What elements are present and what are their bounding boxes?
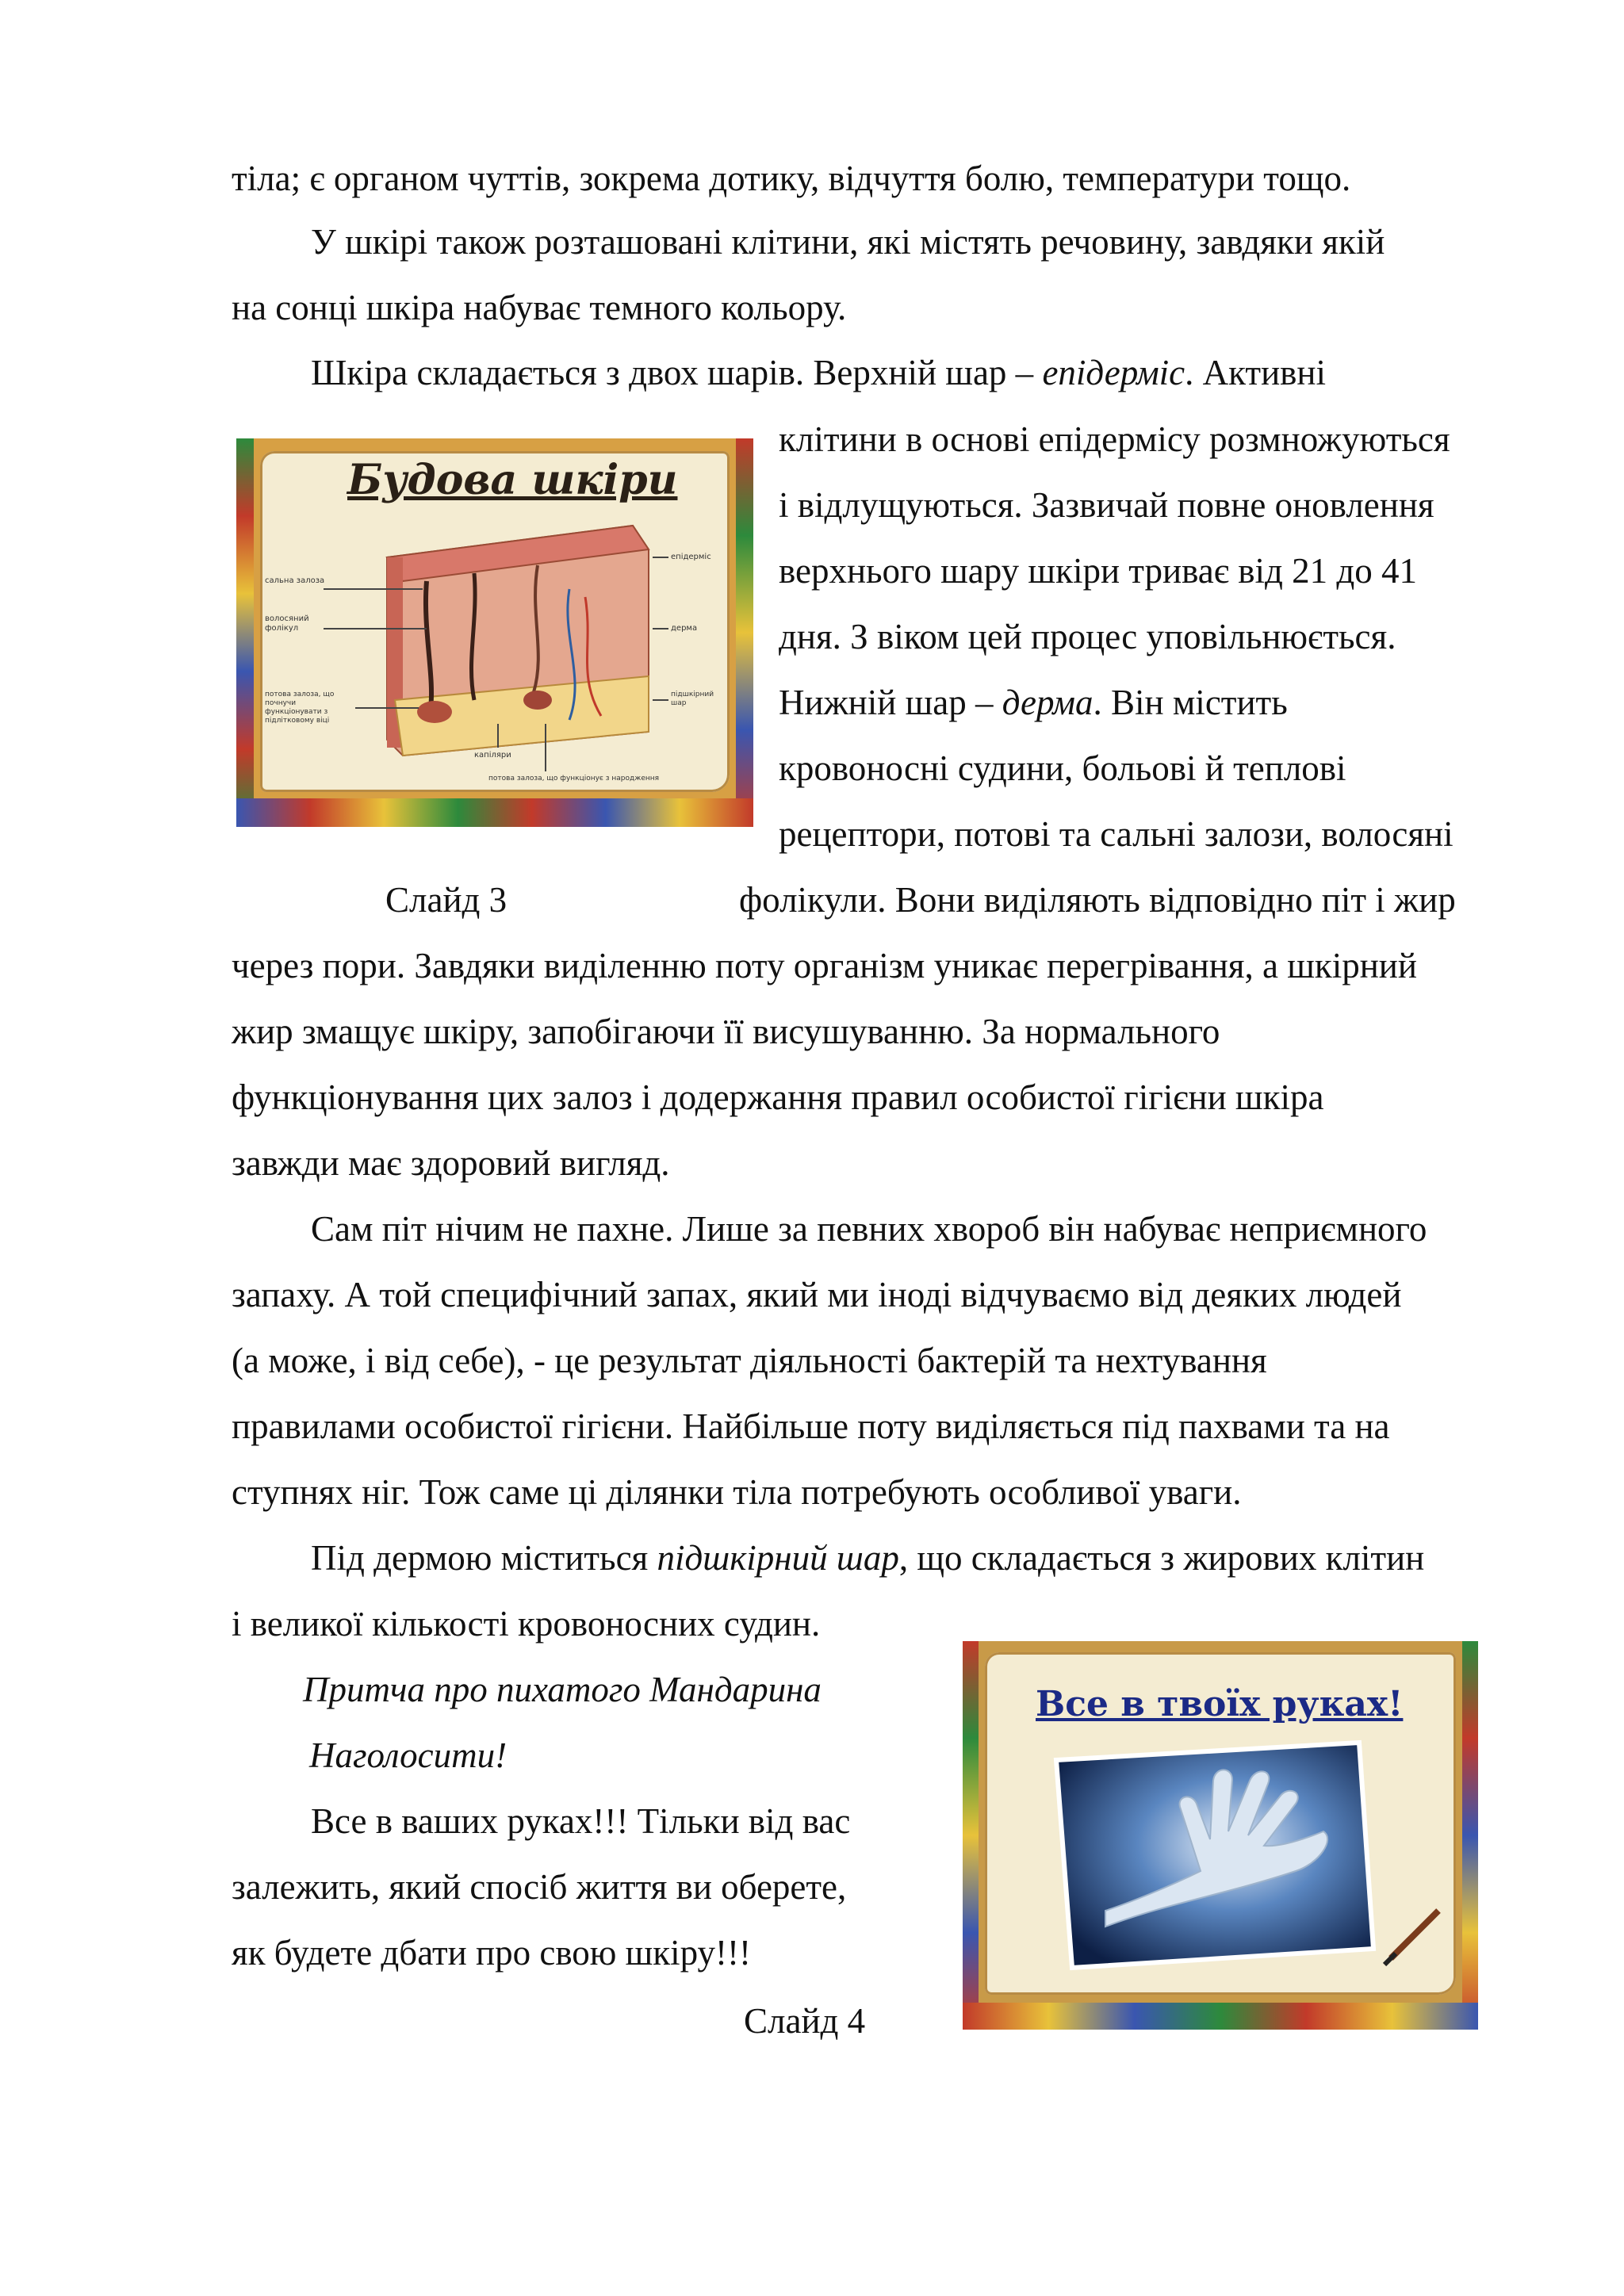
text-line: рецептори, потові та сальні залози, волосяні	[779, 814, 1454, 854]
term-subcutaneous: підшкірний шар	[657, 1538, 899, 1578]
text-line: дня. З віком цей процес уповільнюється.	[779, 617, 1396, 656]
diagram-label: підшкірний шар	[671, 691, 714, 707]
text-span: Нижній шар –	[779, 683, 994, 722]
emphasis-note: Наголосити!	[309, 1735, 508, 1775]
text-line: жир змащує шкіру, запобігаючи її висушуванню. За нормального	[232, 1012, 1220, 1051]
text-span: Під дермою міститься	[311, 1538, 649, 1578]
text-line: Все в ваших руках!!! Тільки від вас	[311, 1801, 851, 1841]
text-line: і відлущуються. Зазвичай повне оновлення	[779, 485, 1434, 525]
text-line: запаху. А той специфічний запах, який ми іноді відчуваємо від деяких людей	[232, 1275, 1402, 1314]
text-line: ступнях ніг. Тож саме ці ділянки тіла потребують особливої уваги.	[232, 1472, 1242, 1512]
text-line: на сонці шкіра набуває темного кольору.	[232, 288, 847, 327]
slide-3-title: Будова шкіри	[347, 456, 678, 504]
text-line: як будете дбати про свою шкіру!!!	[232, 1933, 752, 1973]
text-line: верхнього шару шкіри триває від 21 до 41	[779, 551, 1418, 591]
text-span: . Він містить	[1093, 683, 1288, 722]
text-line: фолікули. Вони виділяють відповідно піт і жир	[739, 880, 1456, 920]
text-span: . Активні	[1185, 353, 1327, 392]
text-line: залежить, який спосіб життя ви оберете,	[232, 1867, 847, 1907]
slide-4-image	[963, 1641, 1478, 2030]
diagram-label: сальна залоза	[265, 576, 325, 585]
parable-title: Притча про пихатого Мандарина	[303, 1670, 822, 1709]
text-line: функціонування цих залоз і додержання правил особистої гігієни шкіра	[232, 1077, 1324, 1117]
slide-4-title: Все в твоїх руках!	[1036, 1684, 1404, 1724]
text-line	[311, 1534, 1507, 1582]
term-epidermis: епідерміс	[1042, 353, 1185, 392]
text-line: У шкірі також розташовані клітини, які містять речовину, завдяки якій	[311, 222, 1385, 262]
text-line: кровоносні судини, больові й теплові	[779, 748, 1346, 788]
diagram-label: волосяний фолікул	[265, 614, 309, 633]
diagram-label: потова залоза, що почнучи функціонувати з підлітковому віці	[265, 691, 335, 725]
text-line: правилами особистої гігієни. Найбільше поту виділяється під пахвами та на	[232, 1406, 1390, 1446]
diagram-label: капіляри	[474, 751, 511, 760]
text-line	[311, 349, 1507, 396]
text-line: і великої кількості кровоносних судин.	[232, 1604, 821, 1644]
slide-3-image	[236, 438, 753, 827]
text-line: клітини в основі епідермісу розмножуються	[779, 419, 1450, 459]
text-line	[779, 679, 1507, 726]
text-line: (а може, і від себе), - це результат діяльності бактерій та нехтування	[232, 1341, 1267, 1380]
text-line: через пори. Завдяки виділенню поту організм уникає перегрівання, а шкірний	[232, 946, 1417, 985]
diagram-label: дерма	[671, 624, 698, 633]
term-derma: дерма	[1002, 683, 1094, 722]
text-line: завжди має здоровий вигляд.	[232, 1143, 670, 1183]
slide-caption: Слайд 3	[385, 880, 508, 920]
hand-photo-icon	[963, 1641, 1478, 2030]
text-span: Шкіра складається з двох шарів. Верхній шар –	[311, 353, 1034, 392]
text-span: , що складається з жирових клітин	[898, 1538, 1425, 1578]
diagram-label: потова залоза, що функціонує з народження	[488, 775, 660, 783]
text-line: Сам піт нічим не пахне. Лише за певних хвороб він набуває неприємного	[311, 1209, 1427, 1249]
slide-caption: Слайд 4	[744, 2001, 866, 2041]
diagram-label: епідерміс	[671, 553, 711, 561]
text-line: тіла; є органом чуттів, зокрема дотику, відчуття болю, температури тощо.	[232, 159, 1351, 198]
